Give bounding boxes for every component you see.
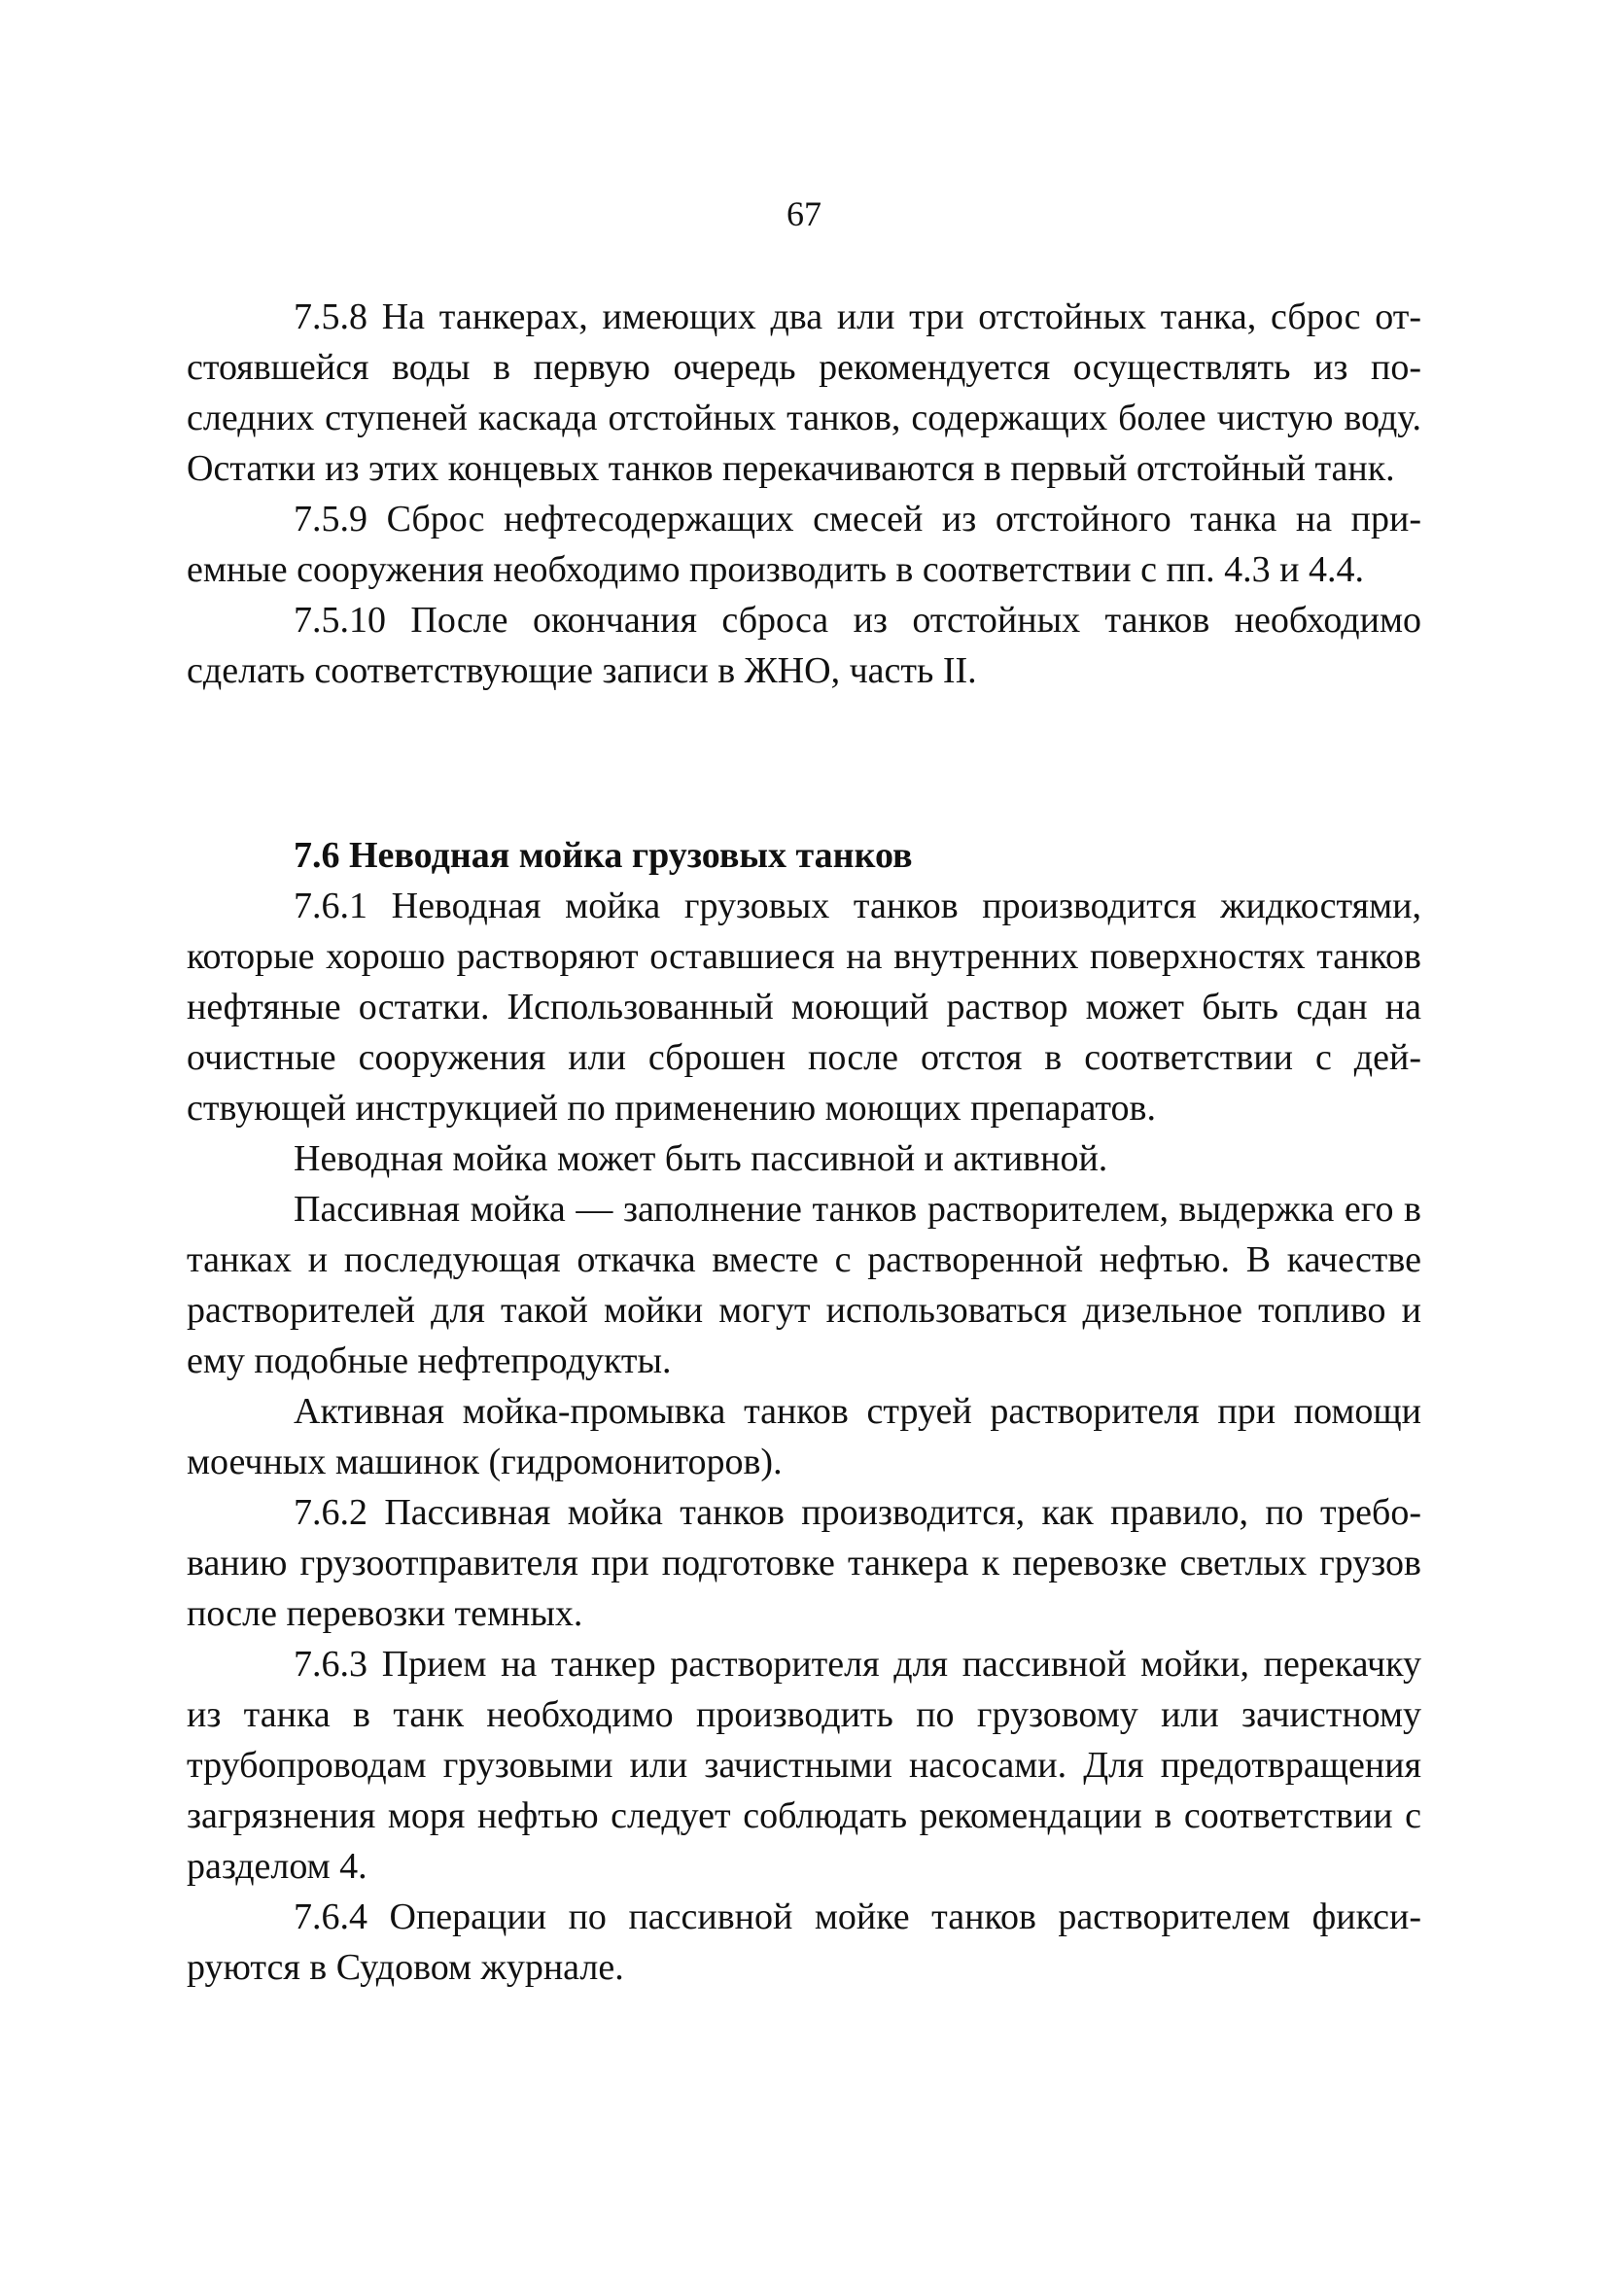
paragraph-7-5-9: 7.5.9 Сброс нефтесодержащих смесей из отстойного танка на приемные сооружения необходимо производить в соответствии с пп. 4.3 и 4.4. xyxy=(187,499,1421,590)
paragraph-7-5-10: 7.5.10 После окончания сброса из отстойных танков необходимо сделать соответствующие записи в ЖНО, часть II. xyxy=(187,600,1421,691)
paragraph-7-6-3: 7.6.3 Прием на танкер растворителя для пассивной мойки, перекачку из танка в танк необходимо производить по грузовому или зачистному трубопроводам грузовыми или зачистными насосами. Для предотвращения загрязнения моря нефтью следует соблюдать рекомендации в соответствии с разделом 4. xyxy=(187,1644,1421,1887)
paragraph-active-washing: Активная мойка-промывка танков струей растворителя при помощи моечных машинок (гидромониторов). xyxy=(187,1391,1421,1482)
paragraph-passive-washing: Пассивная мойка — заполнение танков растворителем, выдержка его в танках и последующая откачка вместе с растворенной нефтью. В качестве растворителей для такой мойки могут использоваться дизельное топливо и ему подобные нефтепродукты. xyxy=(187,1189,1421,1381)
page-number: 67 xyxy=(787,194,821,233)
paragraph-7-6-4: 7.6.4 Операции по пассивной мойке танков растворителем фиксируются в Судовом журнале. xyxy=(187,1896,1421,1988)
paragraph-7-5-8: 7.5.8 На танкерах, имеющих два или три отстойных танка, сброс отстоявшейся воды в первую очередь рекомендуется осуществлять из последних ступеней каскада отстойных танков, содержащих более чистую воду. Остатки из этих концевых танков перекачиваются в первый отстойный танк. xyxy=(187,296,1421,489)
paragraph-7-6-1: 7.6.1 Неводная мойка грузовых танков производится жидкостями, которые хорошо растворяют оставшиеся на внутренних поверхностях танков нефтяные остатки. Использованный моющий раствор может быть сдан на очистные сооружения или сброшен после отстоя в соответствии с действующей инструкцией по применению моющих препаратов. xyxy=(187,886,1421,1129)
section-heading-7-6: 7.6 Неводная мойка грузовых танков xyxy=(294,835,913,876)
document-body xyxy=(187,292,1421,1993)
paragraph-nonaqueous-types: Неводная мойка может быть пассивной и активной. xyxy=(294,1138,1108,1179)
section-spacer xyxy=(187,696,1421,830)
paragraph-7-6-2: 7.6.2 Пассивная мойка танков производится, как правило, по требованию грузоотправителя при подготовке танкера к перевозке светлых грузов после перевозки темных. xyxy=(187,1492,1421,1634)
